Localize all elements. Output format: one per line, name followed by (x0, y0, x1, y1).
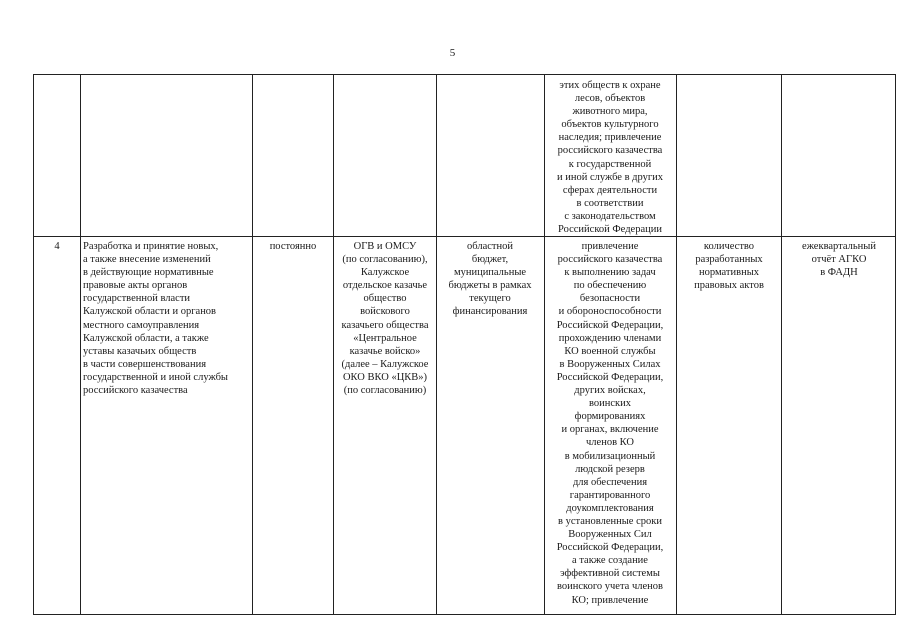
indicator-cell: количество разработанных нормативных правовых актов (694, 241, 764, 292)
page-number: 5 (449, 47, 456, 59)
continuation-goals-cell: этих обществ к охране лесов, объектов животного мира, объектов культурного наследия; привлечение российского казачества к государственной и иной службе в других сферах деятельности в соответствии с законодательством Российской Федерации (556, 80, 664, 236)
row-number-cell: 4 (54, 241, 60, 252)
column-divider (676, 75, 677, 614)
executors-cell: ОГВ и ОМСУ (по согласованию), Калужское отдельское казачье общество войскового казачьего общества «Центральное казачье войско» (далее – Калужское ОКО ВКО «ЦКВ») (по согласованию) (341, 241, 429, 397)
measure-cell: Разработка и принятие новых, а также внесение изменений в действующие нормативные правовые акты органов государственной власти Калужской области и органов местного самоуправления Калужской области, а также уставы казачьих обществ в части совершенствования государственной и иной службы российского казачества (83, 241, 228, 397)
column-divider (80, 75, 81, 614)
reporting-cell: ежеквартальный отчёт АГКО в ФАДН (802, 241, 876, 279)
column-divider (436, 75, 437, 614)
goals-cell: привлечение российского казачества к выполнению задач по обеспечению безопасности и обороноспособности Российской Федерации, прохождению членами КО военной службы в Вооруженных Силах Российской Федерации, других войсках, воинских формированиях и органах, включение членов КО в мобилизационный людской резерв для обеспечения гарантированного доукомплектования в установленные сроки Вооруженных Сил Российской Федерации, а также создание эффективной системы воинского учета членов КО; привлечение (556, 241, 664, 606)
column-divider (252, 75, 253, 614)
funding-cell: областной бюджет, муниципальные бюджеты в рамках текущего финансирования (448, 241, 532, 318)
plan-table (33, 74, 896, 615)
column-divider (781, 75, 782, 614)
row-divider (34, 236, 895, 237)
deadline-cell: постоянно (269, 241, 317, 252)
